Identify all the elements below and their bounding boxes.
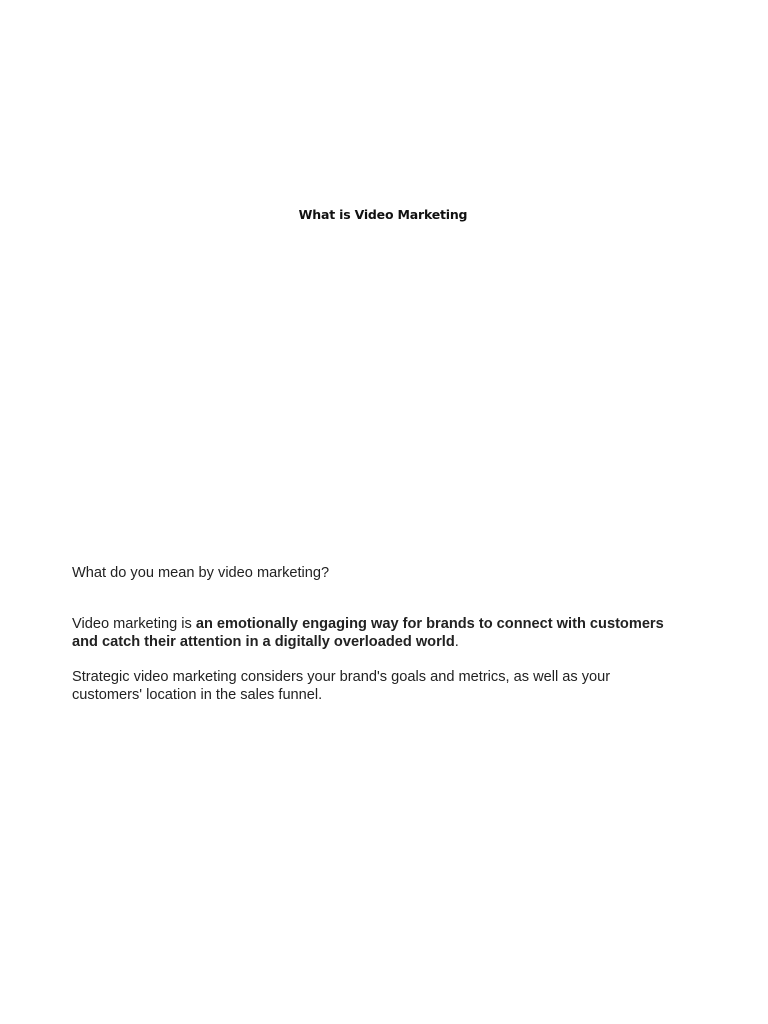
question-paragraph: What do you mean by video marketing? bbox=[72, 565, 330, 581]
definition-emphasis: an emotionally engaging way for brands to connect with customers and catch their attention in a digitally overloaded world bbox=[72, 616, 664, 650]
document-title: What is Video Marketing bbox=[298, 207, 468, 222]
definition-prefix: Video marketing is bbox=[72, 616, 196, 632]
definition-suffix: . bbox=[454, 634, 459, 650]
strategy-paragraph: Strategic video marketing considers your brand's goals and metrics, as well as your customers' location in the sales funnel. bbox=[72, 669, 611, 703]
definition-paragraph bbox=[72, 615, 672, 651]
